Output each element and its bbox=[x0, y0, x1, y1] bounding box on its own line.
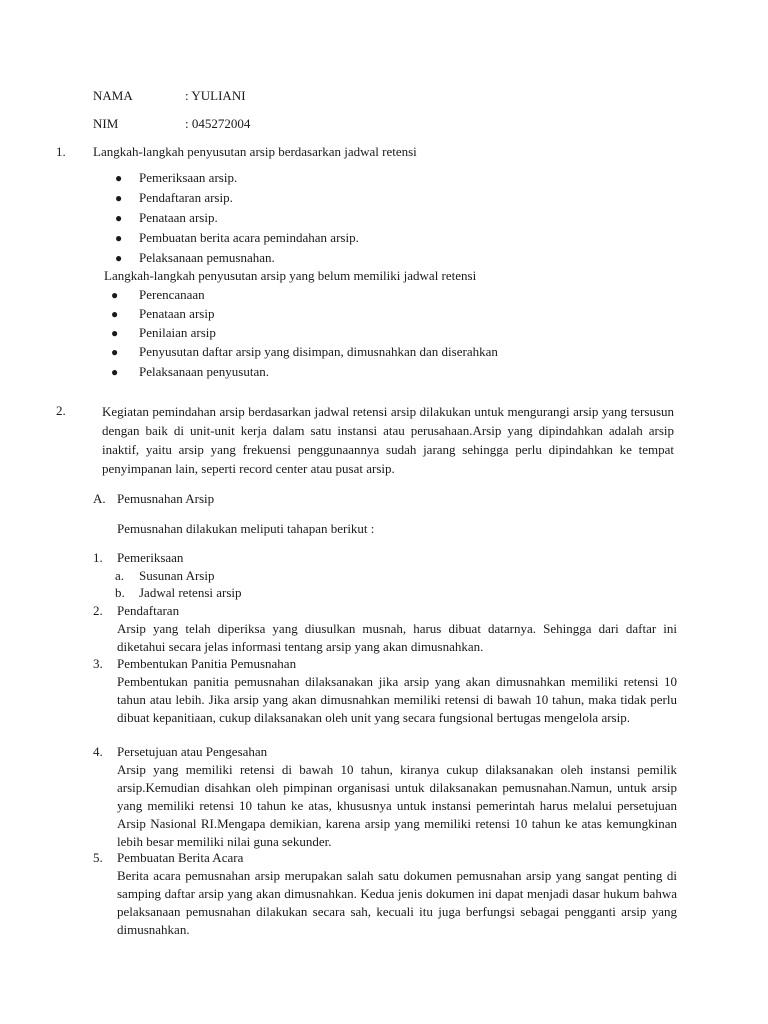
step-body: Berita acara pemusnahan arsip merupakan salah satu dokumen pemusnahan arsip yang sangat penting di samping daftar arsip yang akan dimusnahkan. Kedua jenis dokumen ini dapat menjadi dasar hukum bahwa pelaksanaan pemusnahan dilakukan secara sah, kecuali itu juga berfungsi sebagai pengganti arsip yang dimusnahkan. bbox=[117, 868, 677, 937]
list-item: a. Susunan Arsip bbox=[115, 568, 215, 583]
step-1 bbox=[93, 549, 677, 603]
list-item: ● Penilaian arsip bbox=[111, 325, 216, 340]
step-title: Pemeriksaan bbox=[117, 550, 184, 565]
q2-number: 2. bbox=[56, 403, 66, 418]
step-body: Pembentukan panitia pemusnahan dilaksanakan jika arsip yang akan dimusnahkan memiliki retensi 10 tahun atau lebih. Jika arsip yang akan dimusnahkan memiliki retensi di bawah 10 tahun, maka tidak perlu dibuat kepanitiaan, cukup dilaksanakan oleh unit yang secara fungsional bertugas mengelola arsip. bbox=[117, 674, 677, 725]
step-number: 3. bbox=[93, 656, 103, 671]
step-title: Pembentukan Panitia Pemusnahan bbox=[117, 656, 297, 671]
step-1-sublist bbox=[115, 567, 242, 601]
q1-number: 1. bbox=[56, 144, 66, 159]
subsection-marker: A. bbox=[93, 491, 106, 506]
list-item: ● Penataan arsip. bbox=[115, 210, 218, 225]
step-body: Arsip yang telah diperiksa yang diusulkan musnah, harus dibuat datarnya. Sehingga dari daftar ini diketahui secara jelas informasi tentang arsip yang akan dimusnahkan. bbox=[117, 621, 677, 654]
q1-list-with-retention bbox=[115, 169, 359, 269]
step-number: 1. bbox=[93, 550, 103, 565]
list-item: ● Pemeriksaan arsip. bbox=[115, 170, 238, 185]
step-title: Persetujuan atau Pengesahan bbox=[117, 744, 268, 759]
name-label: NAMA bbox=[93, 88, 133, 103]
list-item: ● Pendaftaran arsip. bbox=[115, 190, 233, 205]
q1-heading-2: Langkah-langkah penyusutan arsip yang belum memiliki jadwal retensi bbox=[104, 268, 477, 283]
list-item: ● Perencanaan bbox=[111, 287, 205, 302]
list-item: ● Pelaksanaan penyusutan. bbox=[111, 364, 269, 379]
step-3 bbox=[93, 655, 677, 745]
list-item: ● Pelaksanaan pemusnahan. bbox=[115, 250, 275, 265]
name-value: : YULIANI bbox=[185, 88, 246, 103]
nim-label: NIM bbox=[93, 116, 119, 131]
list-item: ● Pembuatan berita acara pemindahan arsip. bbox=[115, 230, 359, 245]
list-item: ● Penataan arsip bbox=[111, 306, 215, 321]
q2-paragraph: Kegiatan pemindahan arsip berdasarkan jadwal retensi arsip dilakukan untuk mengurangi arsip yang tersusun dengan baik di unit-unit kerja dalam satu instansi atau perusahaan.Arsip yang dipindahkan adalah arsip inaktif, yaitu arsip yang frekuensi penggunaannya sudah jarang sehingga perlu dipindahkan ke tempat penyimpanan lain, seperti record center atau pusat arsip. bbox=[102, 404, 674, 476]
subsection-intro: Pemusnahan dilakukan meliputi tahapan berikut : bbox=[117, 521, 375, 536]
list-item: b. Jadwal retensi arsip bbox=[115, 585, 242, 600]
step-number: 2. bbox=[93, 603, 103, 618]
list-item: ● Penyusutan daftar arsip yang disimpan, dimusnahkan dan diserahkan bbox=[111, 344, 498, 359]
subsection-title: Pemusnahan Arsip bbox=[117, 491, 215, 506]
step-title: Pendaftaran bbox=[117, 603, 180, 618]
step-title: Pembuatan Berita Acara bbox=[117, 850, 244, 865]
step-number: 4. bbox=[93, 744, 103, 759]
q1-heading: Langkah-langkah penyusutan arsip berdasarkan jadwal retensi bbox=[93, 144, 417, 159]
q1-list-without-retention bbox=[111, 286, 498, 382]
step-number: 5. bbox=[93, 850, 103, 865]
step-body: Arsip yang memiliki retensi di bawah 10 tahun, kiranya cukup dilaksanakan oleh instansi pemilik arsip.Kemudian disahkan oleh pimpinan organisasi untuk dilaksanakan pemusnahan.Namun, untuk arsip yang memiliki retensi 10 tahun ke atas, khususnya untuk instansi pemerintah harus melalui persetujuan Arsip Nasional RI.Mengapa demikian, karena arsip yang memiliki retensi 10 tahun ke atas kemungkinan lebih besar memiliki nilai guna sekunder. bbox=[117, 762, 677, 849]
step-5 bbox=[93, 849, 677, 939]
step-2 bbox=[93, 602, 677, 656]
step-4 bbox=[93, 743, 677, 851]
nim-value: : 045272004 bbox=[185, 116, 251, 131]
